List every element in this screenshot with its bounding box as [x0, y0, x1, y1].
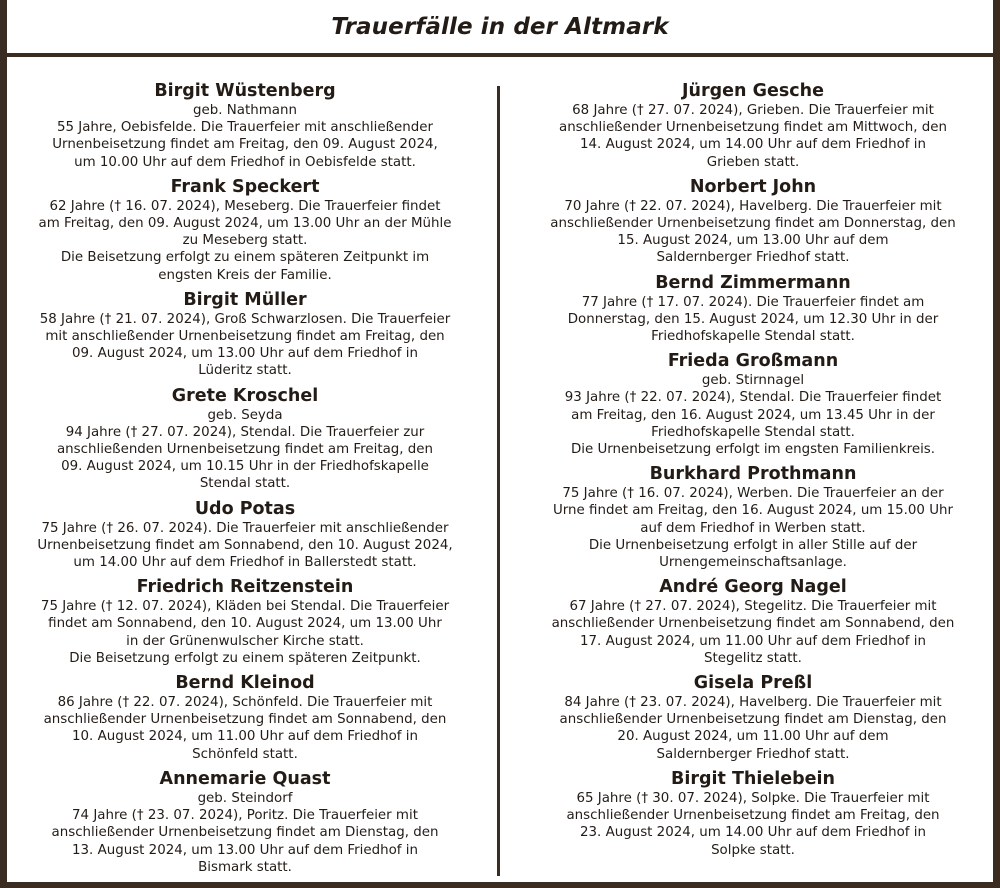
- obituary-text-line: 70 Jahre († 22. 07. 2024), Havelberg. Die Trauerfeier mit: [564, 198, 942, 214]
- obituary-text-line: 86 Jahre († 22. 07. 2024), Schönfeld. Die Trauerfeier mit: [57, 695, 433, 711]
- obituary-text-line: engsten Kreis der Familie.: [158, 267, 332, 283]
- obituary-text-line: Stegelitz statt.: [704, 650, 802, 666]
- obituary-entry: [14, 385, 476, 493]
- page-title: Trauerfälle in der Altmark: [331, 13, 669, 40]
- obituary-text-line: Die Beisetzung erfolgt zu einem späteren Zeitpunkt.: [69, 650, 421, 666]
- obituary-text-line: 77 Jahre († 17. 07. 2024). Die Trauerfeier findet am: [581, 294, 925, 310]
- obituary-entry: [522, 576, 984, 667]
- obituary-entry: [14, 768, 476, 876]
- deceased-name: Frieda Großmann: [667, 351, 839, 372]
- obituary-text-line: geb. Steindorf: [197, 790, 293, 806]
- obituary-text-line: Urnengemeinschaftsanlage.: [659, 555, 847, 571]
- obituary-text-line: 10. August 2024, um 11.00 Uhr auf dem Friedhof in: [72, 729, 418, 745]
- deceased-name: Jürgen Gesche: [682, 81, 824, 101]
- right-column: [522, 80, 984, 864]
- obituary-text-line: zu Meseberg statt.: [182, 233, 308, 249]
- obituary-entry: [522, 80, 984, 171]
- obituary-entry: [522, 768, 984, 859]
- obituary-text-line: 23. August 2024, um 14.00 Uhr auf dem Friedhof in: [580, 825, 926, 841]
- obituary-entry: [14, 289, 476, 380]
- deceased-name: Frank Speckert: [170, 176, 320, 197]
- obituary-text-line: Schönfeld statt.: [192, 746, 298, 762]
- obituary-text-line: in der Grünenwulscher Kirche statt.: [126, 633, 364, 649]
- obituary-text-line: anschließender Urnenbeisetzung findet am Dienstag, den: [51, 825, 439, 841]
- obituary-text-line: auf dem Friedhof in Werben statt.: [640, 520, 866, 536]
- header-box: [7, 0, 993, 57]
- obituary-text-line: 09. August 2024, um 10.15 Uhr in der Friedhofskapelle: [61, 459, 429, 475]
- obituary-text-line: Saldernberger Friedhof statt.: [656, 250, 850, 266]
- obituary-text-line: Urne findet am Freitag, den 16. August 2024, um 15.00 Uhr: [552, 503, 953, 519]
- deceased-name: Burkhard Prothmann: [649, 464, 857, 485]
- deceased-name: Gisela Preßl: [693, 673, 813, 694]
- obituary-text-line: Die Urnenbeisetzung erfolgt in aller Stille auf der: [588, 537, 918, 553]
- obituary-text-line: Friedhofskapelle Stendal statt.: [651, 329, 855, 345]
- obituary-text-line: anschließenden Urnenbeisetzung findet am Freitag, den: [56, 442, 434, 458]
- obituary-text-line: 75 Jahre († 16. 07. 2024), Werben. Die Trauerfeier an der: [562, 486, 944, 502]
- left-column: [14, 80, 476, 881]
- obituary-text-line: geb. Seyda: [207, 407, 283, 423]
- obituary-text-line: um 14.00 Uhr auf dem Friedhof in Ballerstedt statt.: [73, 555, 417, 571]
- deceased-name: Bernd Zimmermann: [655, 272, 851, 293]
- obituary-text-line: Saldernberger Friedhof statt.: [656, 746, 850, 762]
- obituary-text-line: Friedhofskapelle Stendal statt.: [651, 424, 855, 440]
- obituary-text-line: 13. August 2024, um 13.00 Uhr auf dem Friedhof in: [72, 842, 418, 858]
- obituary-text-line: 94 Jahre († 27. 07. 2024), Stendal. Die Trauerfeier zur: [65, 424, 425, 440]
- obituary-text-line: Grieben statt.: [706, 154, 800, 170]
- obituary-text-line: mit anschließender Urnenbeisetzung findet am Freitag, den: [45, 329, 445, 345]
- obituary-text-line: 09. August 2024, um 13.00 Uhr auf dem Friedhof in: [72, 346, 418, 362]
- obituary-text-line: 75 Jahre († 12. 07. 2024), Kläden bei Stendal. Die Trauerfeier: [40, 599, 450, 615]
- obituary-text-line: findet am Sonnabend, den 10. August 2024, um 13.00 Uhr: [48, 616, 442, 632]
- deceased-name: Udo Potas: [194, 498, 296, 519]
- column-divider: [497, 86, 500, 876]
- obituary-text-line: 62 Jahre († 16. 07. 2024), Meseberg. Die Trauerfeier findet: [49, 198, 441, 214]
- obituary-text-line: 58 Jahre († 21. 07. 2024), Groß Schwarzlosen. Die Trauerfeier: [39, 311, 451, 327]
- obituary-text-line: um 10.00 Uhr auf dem Friedhof in Oebisfelde statt.: [74, 154, 416, 170]
- obituary-entry: [14, 80, 476, 171]
- obituary-text-line: Donnerstag, den 15. August 2024, um 12.30 Uhr in der: [567, 311, 939, 327]
- deceased-name: Grete Kroschel: [171, 385, 319, 406]
- obituary-text-line: 14. August 2024, um 14.00 Uhr auf dem Friedhof in: [580, 137, 926, 153]
- obituary-entry: [14, 176, 476, 284]
- obituary-text-line: Urnenbeisetzung findet am Sonnabend, den 10. August 2024,: [37, 537, 453, 553]
- obituary-text-line: 84 Jahre († 23. 07. 2024), Havelberg. Die Trauerfeier mit: [564, 695, 942, 711]
- obituary-text-line: Die Beisetzung erfolgt zu einem späteren Zeitpunkt im: [60, 250, 430, 266]
- deceased-name: Annemarie Quast: [159, 768, 331, 789]
- obituary-text-line: Stendal statt.: [199, 476, 291, 492]
- obituary-text-line: 65 Jahre († 30. 07. 2024), Solpke. Die Trauerfeier mit: [576, 790, 930, 806]
- obituary-text-line: anschließender Urnenbeisetzung findet am Donnerstag, den: [550, 216, 956, 232]
- obituary-text-line: 74 Jahre († 23. 07. 2024), Poritz. Die Trauerfeier mit: [72, 808, 418, 824]
- obituary-text-line: 75 Jahre († 26. 07. 2024). Die Trauerfeier mit anschließender: [41, 520, 449, 536]
- deceased-name: Birgit Wüstenberg: [154, 81, 336, 101]
- obituary-entry: [14, 498, 476, 572]
- obituary-text-line: Bismark statt.: [198, 859, 292, 875]
- obituary-entry: [522, 272, 984, 346]
- obituary-entry: [522, 176, 984, 267]
- deceased-name: André Georg Nagel: [659, 577, 847, 598]
- obituary-text-line: 67 Jahre († 27. 07. 2024), Stegelitz. Die Trauerfeier mit: [569, 599, 937, 615]
- obituary-text-line: geb. Stirnnagel: [701, 373, 805, 389]
- deceased-name: Norbert John: [689, 176, 817, 197]
- obituary-text-line: geb. Nathmann: [193, 103, 297, 118]
- obituary-text-line: 15. August 2024, um 13.00 Uhr auf dem: [617, 233, 889, 249]
- deceased-name: Friedrich Reitzenstein: [136, 577, 354, 598]
- obituary-entry: [522, 350, 984, 458]
- obituary-text-line: Urnenbeisetzung findet am Freitag, den 09. August 2024,: [52, 137, 438, 153]
- obituary-text-line: Die Urnenbeisetzung erfolgt im engsten Familienkreis.: [570, 442, 936, 458]
- obituary-text-line: anschließender Urnenbeisetzung findet am Sonnabend, den: [551, 616, 955, 632]
- deceased-name: Birgit Müller: [183, 289, 307, 310]
- obituary-text-line: 20. August 2024, um 11.00 Uhr auf dem: [617, 729, 889, 745]
- obituary-text-line: 93 Jahre († 22. 07. 2024), Stendal. Die Trauerfeier findet: [564, 390, 942, 406]
- obituary-text-line: am Freitag, den 09. August 2024, um 13.00 Uhr an der Mühle: [38, 216, 452, 232]
- obituary-text-line: am Freitag, den 16. August 2024, um 13.45 Uhr in der: [571, 407, 935, 423]
- deceased-name: Birgit Thielebein: [671, 768, 835, 789]
- obituary-text-line: Lüderitz statt.: [198, 363, 292, 379]
- obituary-text-line: 68 Jahre († 27. 07. 2024), Grieben. Die Trauerfeier mit: [572, 103, 934, 118]
- obituary-entry: [522, 463, 984, 571]
- obituary-entry: [522, 672, 984, 763]
- obituary-text-line: anschließender Urnenbeisetzung findet am Dienstag, den: [559, 712, 947, 728]
- obituary-entry: [14, 576, 476, 667]
- obituary-text-line: Solpke statt.: [711, 842, 795, 858]
- deceased-name: Bernd Kleinod: [175, 673, 315, 694]
- obituary-text-line: anschließender Urnenbeisetzung findet am Sonnabend, den: [43, 712, 447, 728]
- obituary-entry: [14, 672, 476, 763]
- obituary-text-line: 55 Jahre, Oebisfelde. Die Trauerfeier mit anschließender: [56, 120, 434, 136]
- obituary-text-line: anschließender Urnenbeisetzung findet am Mittwoch, den: [558, 120, 947, 136]
- obituary-text-line: anschließender Urnenbeisetzung findet am Freitag, den: [566, 808, 940, 824]
- obituary-text-line: 17. August 2024, um 11.00 Uhr auf dem Friedhof in: [580, 633, 926, 649]
